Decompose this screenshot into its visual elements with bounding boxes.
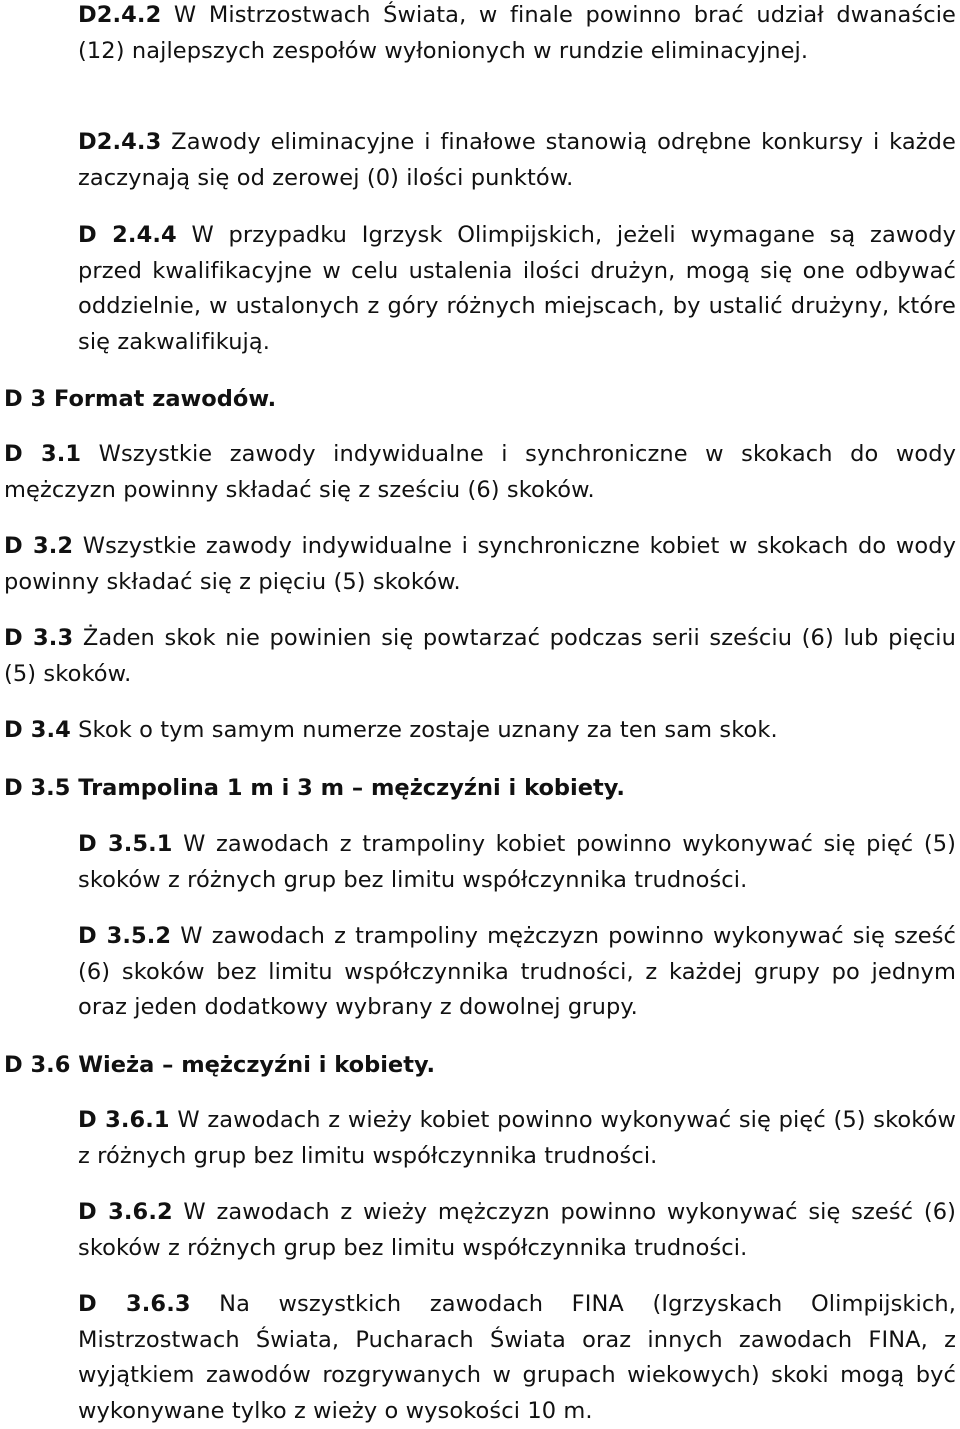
paragraph-text: Zawody eliminacyjne i finałowe stanowią odrębne konkursy i każde zaczynają się od zerowej (0) ilości punktów.	[78, 129, 956, 191]
paragraph-number: D 2.4.4	[78, 222, 177, 248]
paragraph-d2-4-2	[78, 0, 956, 69]
paragraph-number: D 3.2	[4, 533, 74, 559]
paragraph-number: D 3.5.1	[78, 831, 173, 857]
paragraph-number: D 3.3	[4, 625, 74, 651]
paragraph-d3-5-1	[78, 827, 956, 898]
paragraph-text: Na wszystkich zawodach FINA (Igrzyskach Olimpijskich, Mistrzostwach Świata, Pucharach Świata oraz innych zawodach FINA, z wyjątkiem zawodów rozgrywanych w grupach wiekowych) skoki mogą być wykonywane tylko z wieży o wysokości 10 m.	[78, 1291, 956, 1424]
paragraph-d2-4-4	[78, 218, 956, 360]
paragraph-number: D 3.5.2	[78, 923, 172, 949]
paragraph-number: D 3.4	[4, 717, 71, 743]
paragraph-text: Wszystkie zawody indywidualne i synchroniczne kobiet w skokach do wody powinny składać się z pięciu (5) skoków.	[4, 533, 956, 595]
paragraph-text: Żaden skok nie powinien się powtarzać podczas serii sześciu (6) lub pięciu (5) skoków.	[4, 625, 956, 687]
paragraph-d3-6-2	[78, 1195, 956, 1266]
paragraph-number: D 3.1	[4, 441, 82, 467]
paragraph-text: Skok o tym samym numerze zostaje uznany za ten sam skok.	[70, 717, 778, 743]
paragraph-text: W zawodach z trampoliny kobiet powinno wykonywać się pięć (5) skoków z różnych grup bez limitu współczynnika trudności.	[78, 831, 956, 893]
paragraph-d3-6-1	[78, 1103, 956, 1174]
paragraph-number: D 3.6.2	[78, 1199, 173, 1225]
paragraph-text: W Mistrzostwach Świata, w finale powinno brać udział dwanaście (12) najlepszych zespołów wyłonionych w rundzie eliminacyjnej.	[78, 2, 956, 64]
paragraph-d3-2	[4, 529, 956, 600]
section-heading-d3-5: D 3.5 Trampolina 1 m i 3 m – mężczyźni i kobiety.	[4, 775, 625, 801]
paragraph-text: W zawodach z wieży kobiet powinno wykonywać się pięć (5) skoków z różnych grup bez limitu współczynnika trudności.	[78, 1107, 956, 1169]
paragraph-d3-1	[4, 437, 956, 508]
paragraph-d3-4	[4, 713, 956, 749]
paragraph-d3-6-3	[78, 1287, 956, 1429]
paragraph-number: D2.4.3	[78, 129, 162, 155]
paragraph-text: W zawodach z wieży mężczyzn powinno wykonywać się sześć (6) skoków z różnych grup bez limitu współczynnika trudności.	[78, 1199, 956, 1261]
paragraph-text: W przypadku Igrzysk Olimpijskich, jeżeli wymagane są zawody przed kwalifikacyjne w celu ustalenia ilości drużyn, mogą się one odbywać oddzielnie, w ustalonych z góry różnych miejscach, by ustalić drużyny, które się zakwalifikują.	[78, 222, 956, 355]
paragraph-number: D2.4.2	[78, 2, 162, 28]
paragraph-text: W zawodach z trampoliny mężczyzn powinno wykonywać się sześć (6) skoków bez limitu współczynnika trudności, z każdej grupy po jednym oraz jeden dodatkowy wybrany z dowolnej grupy.	[78, 923, 957, 1020]
paragraph-number: D 3.6.3	[78, 1291, 191, 1317]
paragraph-number: D 3.6.1	[78, 1107, 170, 1133]
paragraph-d3-5-2	[78, 919, 956, 1026]
section-heading-d3-6: D 3.6 Wieża – mężczyźni i kobiety.	[4, 1052, 436, 1078]
paragraph-d3-3	[4, 621, 956, 692]
section-heading-d3: D 3 Format zawodów.	[4, 386, 277, 412]
paragraph-d2-4-3	[78, 125, 956, 196]
paragraph-text: Wszystkie zawody indywidualne i synchroniczne w skokach do wody mężczyzn powinny składać się z sześciu (6) skoków.	[4, 441, 957, 503]
